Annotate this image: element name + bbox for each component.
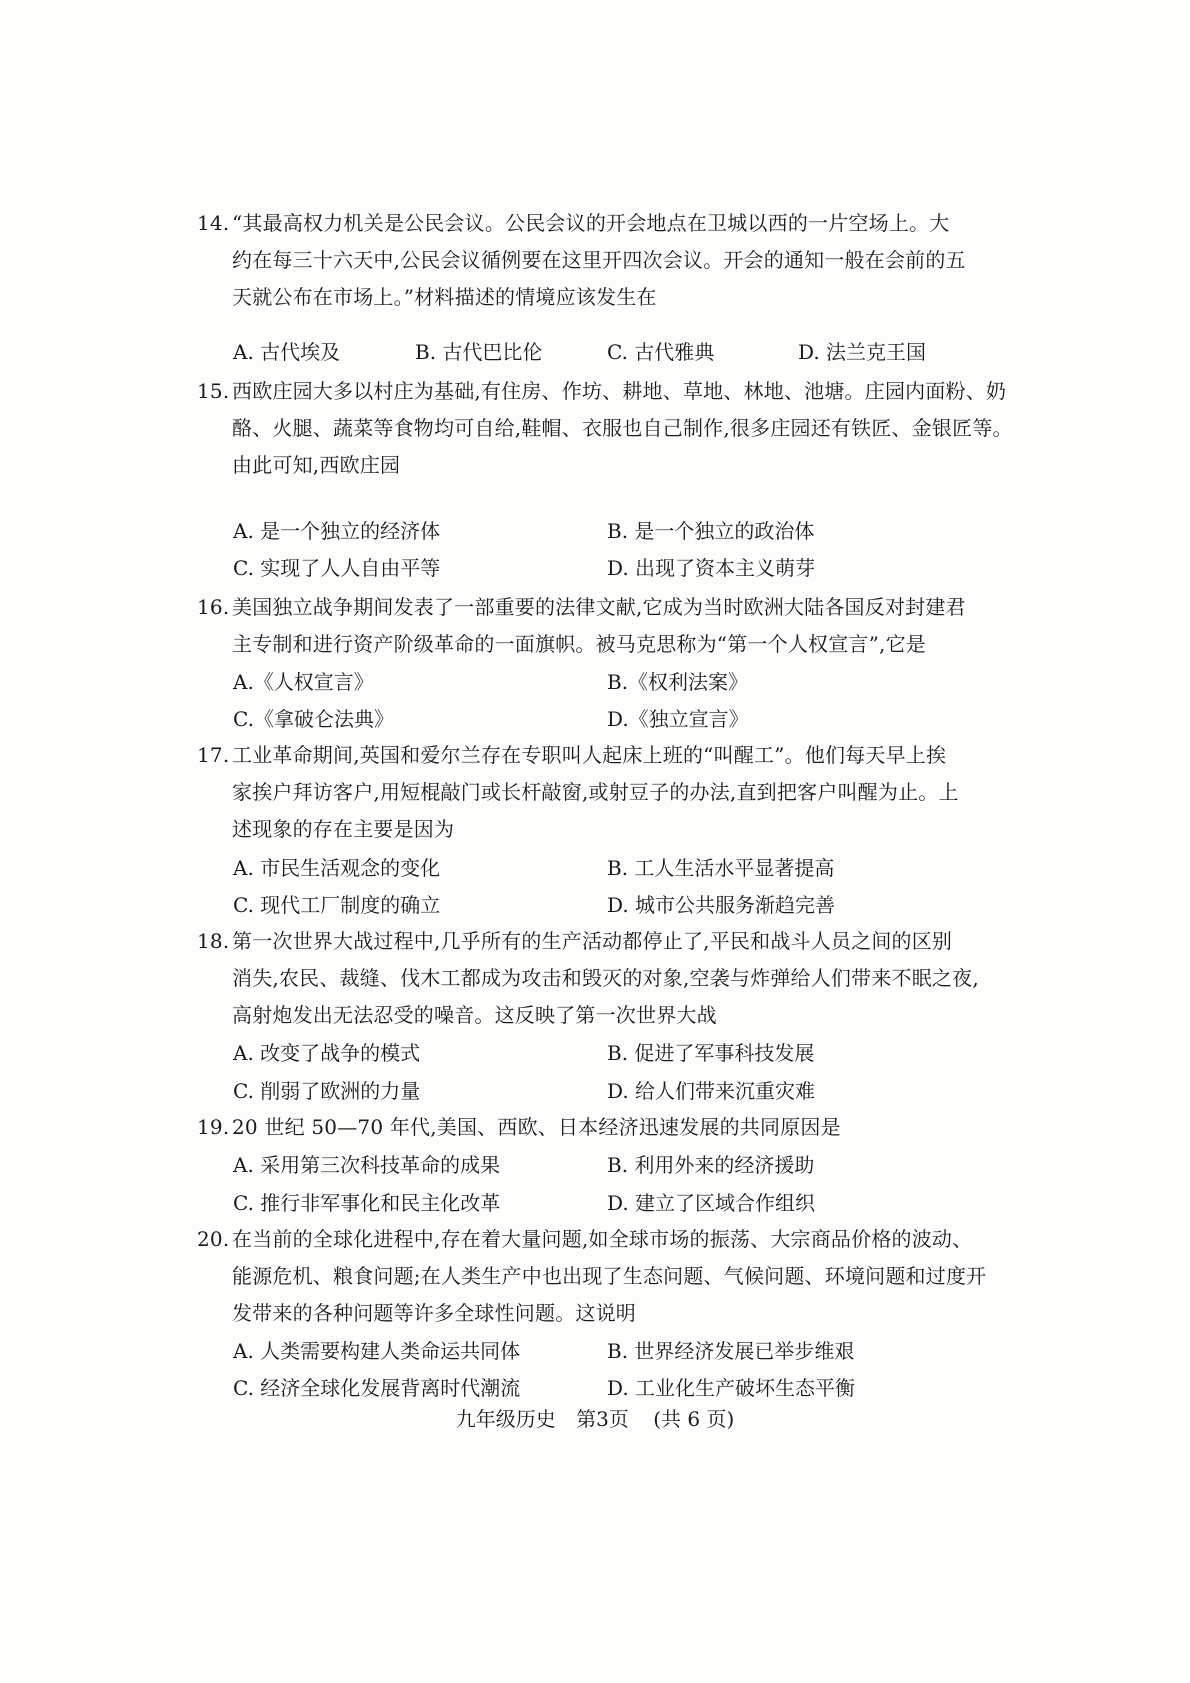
stem-line: 由此可知,西欧庄园 [232, 453, 401, 477]
question-number: 15. [197, 379, 230, 403]
question-stem [197, 1109, 1005, 1146]
stem-line: 西欧庄园大多以村庄为基础,有住房、作坊、耕地、草地、林地、池塘。庄园内面粉、奶 [232, 379, 1007, 403]
option-a: A. 古代埃及 [233, 340, 341, 364]
option-c: C. 经济全球化发展背离时代潮流 [233, 1376, 521, 1400]
question-number: 18. [197, 929, 230, 953]
stem-line: 述现象的存在主要是因为 [232, 817, 455, 841]
option-c: C. 实现了人人自由平等 [233, 556, 441, 580]
stem-line: 第一次世界大战过程中,几乎所有的生产活动都停止了,平民和战斗人员之间的区别 [232, 929, 953, 953]
option-a: A.《人权宣言》 [233, 670, 374, 694]
option-d: D. 城市公共服务渐趋完善 [607, 893, 836, 917]
question-stem [197, 205, 1005, 316]
option-b: B.《权利法案》 [607, 670, 749, 694]
stem-line: 酪、火腿、蔬菜等食物均可自给,鞋帽、衣服也自己制作,很多庄园还有铁匠、金银匠等。 [232, 416, 1013, 440]
option-b: B. 古代巴比伦 [415, 340, 543, 364]
option-b: B. 促进了军事科技发展 [607, 1041, 815, 1065]
option-b: B. 工人生活水平显著提高 [607, 856, 835, 880]
stem-line: 约在每三十六天中,公民会议循例要在这里开四次会议。开会的通知一般在会前的五 [232, 248, 966, 272]
option-d: D. 工业化生产破坏生态平衡 [607, 1376, 856, 1400]
option-c: C. 古代雅典 [607, 340, 715, 364]
page-footer [0, 1404, 1190, 1434]
option-d: D. 给人们带来沉重灾难 [607, 1079, 816, 1103]
stem-line: 工业革命期间,英国和爱尔兰存在专职叫人起床上班的“叫醒工”。他们每天早上挨 [232, 743, 947, 767]
question-stem [197, 373, 1013, 484]
footer-subject: 九年级历史 [455, 1407, 556, 1431]
option-d: D. 出现了资本主义萌芽 [607, 556, 816, 580]
question-stem [197, 923, 1005, 1034]
option-a: A. 是一个独立的经济体 [233, 519, 441, 543]
option-b: B. 世界经济发展已举步维艰 [607, 1339, 855, 1363]
footer-page-number: 第3页 [576, 1407, 629, 1431]
stem-line: “其最高权力机关是公民会议。公民会议的开会地点在卫城以西的一片空场上。大 [232, 211, 950, 235]
option-b: B. 利用外来的经济援助 [607, 1153, 815, 1177]
option-a: A. 人类需要构建人类命运共同体 [233, 1339, 521, 1363]
option-c: C.《拿破仑法典》 [233, 707, 394, 731]
question-number: 17. [197, 743, 230, 767]
stem-line: 20 世纪 50—70 年代,美国、西欧、日本经济迅速发展的共同原因是 [232, 1115, 841, 1139]
stem-line: 家挨户拜访客户,用短棍敲门或长杆敲窗,或射豆子的办法,直到把客户叫醒为止。上 [232, 780, 959, 804]
stem-line: 天就公布在市场上。”材料描述的情境应该发生在 [232, 285, 657, 309]
question-number: 20. [197, 1227, 230, 1251]
footer-total-pages: (共 6 页) [653, 1407, 735, 1431]
stem-line: 在当前的全球化进程中,存在着大量问题,如全球市场的振荡、大宗商品价格的波动、 [232, 1227, 973, 1251]
stem-line: 高射炮发出无法忍受的噪音。这反映了第一次世界大战 [232, 1003, 717, 1027]
question-number: 19. [197, 1115, 230, 1139]
option-d: D. 法兰克王国 [798, 340, 927, 364]
option-b: B. 是一个独立的政治体 [607, 519, 815, 543]
stem-line: 美国独立战争期间发表了一部重要的法律文献,它成为当时欧洲大陆各国反对封建君 [232, 595, 966, 619]
stem-line: 发带来的各种问题等许多全球性问题。这说明 [232, 1301, 636, 1325]
question-stem [197, 1221, 1005, 1332]
option-c: C. 推行非军事化和民主化改革 [233, 1191, 501, 1215]
stem-line: 主专制和进行资产阶级革命的一面旗帜。被马克思称为“第一个人权宣言”,它是 [232, 632, 927, 656]
question-number: 14. [197, 211, 230, 235]
option-d: D. 建立了区域合作组织 [607, 1191, 816, 1215]
question-stem [197, 589, 1005, 663]
stem-line: 能源危机、粮食问题;在人类生产中也出现了生态问题、气候问题、环境问题和过度开 [232, 1264, 987, 1288]
option-c: C. 削弱了欧洲的力量 [233, 1079, 421, 1103]
stem-line: 消失,农民、裁缝、伐木工都成为攻击和毁灭的对象,空袭与炸弹给人们带来不眠之夜, [232, 966, 979, 990]
question-stem [197, 737, 1005, 848]
option-a: A. 市民生活观念的变化 [233, 856, 441, 880]
option-c: C. 现代工厂制度的确立 [233, 893, 441, 917]
question-number: 16. [197, 595, 230, 619]
option-a: A. 采用第三次科技革命的成果 [233, 1153, 501, 1177]
option-d: D.《独立宣言》 [607, 707, 749, 731]
option-a: A. 改变了战争的模式 [233, 1041, 421, 1065]
